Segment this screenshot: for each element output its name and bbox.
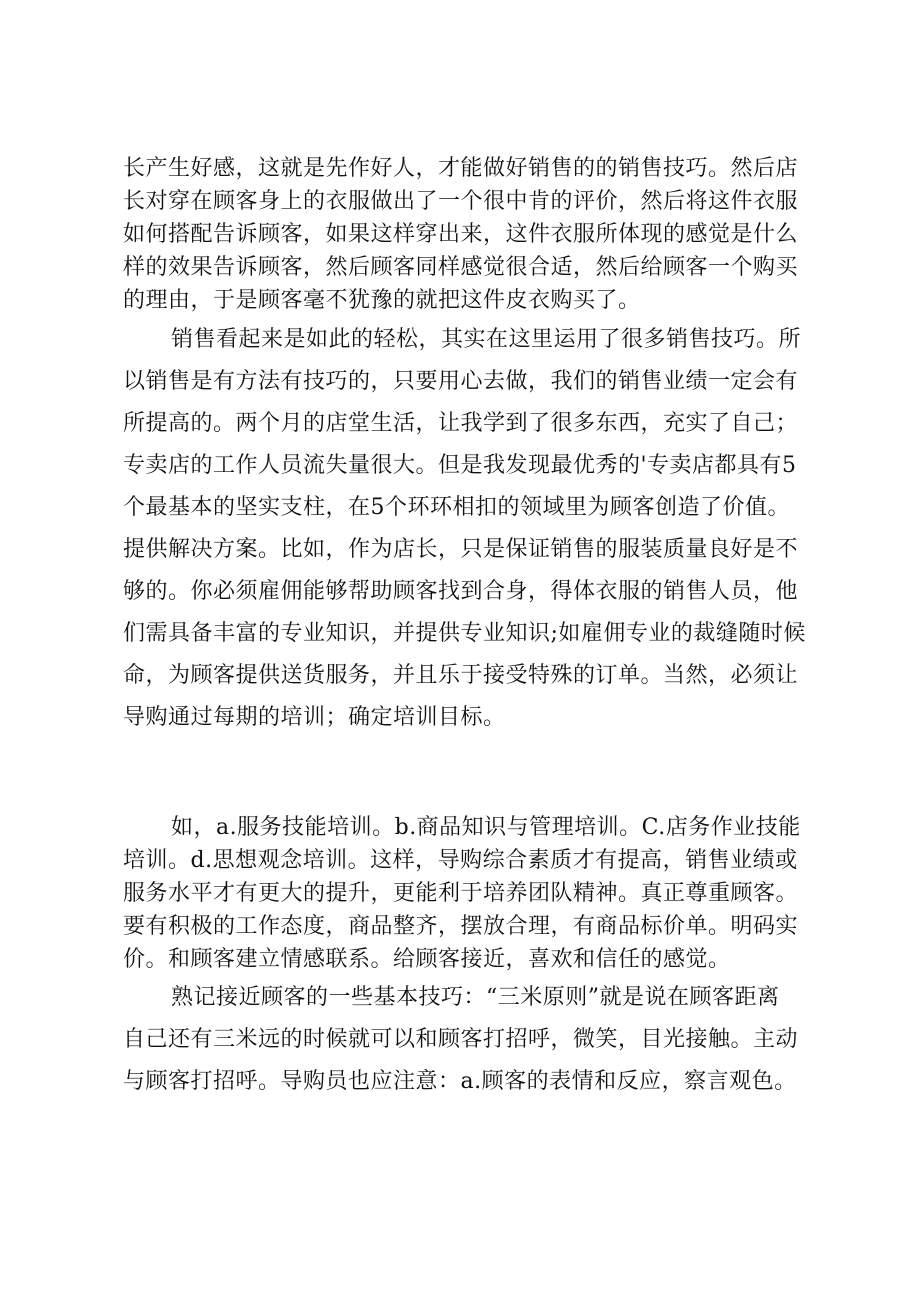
paragraph-2 bbox=[123, 319, 823, 739]
paragraph-line: 如，a.服务技能培训。b.商品知识与管理培训。C.店务作业技能 bbox=[171, 815, 801, 840]
paragraph-3 bbox=[123, 811, 823, 976]
paragraph-line: 样的效果告诉顾客，然后顾客同样感觉很合适，然后给顾客一个购买 bbox=[123, 255, 799, 280]
paragraph-line: 培训。d.思想观念培训。这样，导购综合素质才有提高，销售业绩或 bbox=[123, 848, 798, 873]
paragraph-line: 专卖店的工作人员流失量很大。但是我发现最优秀的'专卖店都具有5 bbox=[123, 453, 797, 478]
paragraph-line: 个最基本的坚实支柱，在5个环环相扣的领域里为顾客创造了价值。 bbox=[123, 495, 790, 520]
paragraph-line: 导购通过每期的培训；确定培训目标。 bbox=[123, 705, 506, 730]
paragraph-line: 长对穿在顾客身上的衣服做出了一个很中肯的评价，然后将这件衣服 bbox=[123, 189, 799, 214]
paragraph-line: 的理由，于是顾客毫不犹豫的就把这件皮衣购买了。 bbox=[123, 288, 641, 313]
paragraph-line: 如何搭配告诉顾客，如果这样穿出来，这件衣服所体现的感觉是什么 bbox=[123, 222, 799, 247]
paragraph-line: 与顾客打招呼。导购员也应注意：a.顾客的表情和反应，察言观色。 bbox=[123, 1069, 797, 1094]
paragraph-line: 要有积极的工作态度，商品整齐，摆放合理，有商品标价单。明码实 bbox=[123, 914, 799, 939]
paragraph-line: 命，为顾客提供送货服务，并且乐于接受特殊的订单。当然，必须让 bbox=[123, 663, 799, 688]
paragraph-line: 长产生好感，这就是先作好人，才能做好销售的的销售技巧。然后店 bbox=[123, 156, 799, 181]
paragraph-line: 提供解决方案。比如，作为店长，只是保证销售的服装质量良好是不 bbox=[123, 537, 799, 562]
paragraph-line: 够的。你必须雇佣能够帮助顾客找到合身，得体衣服的销售人员，他 bbox=[123, 579, 799, 604]
paragraph-1 bbox=[123, 152, 823, 317]
paragraph-4 bbox=[123, 977, 823, 1103]
paragraph-line: 们需具备丰富的专业知识，并提供专业知识;如雇佣专业的裁缝随时候 bbox=[123, 621, 806, 646]
paragraph-line: 服务水平才有更大的提升，更能利于培养团队精神。真正尊重顾客。 bbox=[123, 881, 799, 906]
paragraph-line: 熟记接近顾客的一些基本技巧：“三米原则”就是说在顾客距离 bbox=[171, 985, 780, 1010]
paragraph-line: 自己还有三米远的时候就可以和顾客打招呼，微笑，目光接触。主动 bbox=[123, 1027, 799, 1052]
paragraph-line: 以销售是有方法有技巧的，只要用心去做，我们的销售业绩一定会有 bbox=[123, 369, 799, 394]
paragraph-line: 销售看起来是如此的轻松，其实在这里运用了很多销售技巧。所 bbox=[171, 327, 802, 352]
paragraph-line: 价。和顾客建立情感联系。给顾客接近，喜欢和信任的感觉。 bbox=[123, 947, 731, 972]
paragraph-line: 所提高的。两个月的店堂生活，让我学到了很多东西，充实了自己； bbox=[123, 411, 799, 436]
